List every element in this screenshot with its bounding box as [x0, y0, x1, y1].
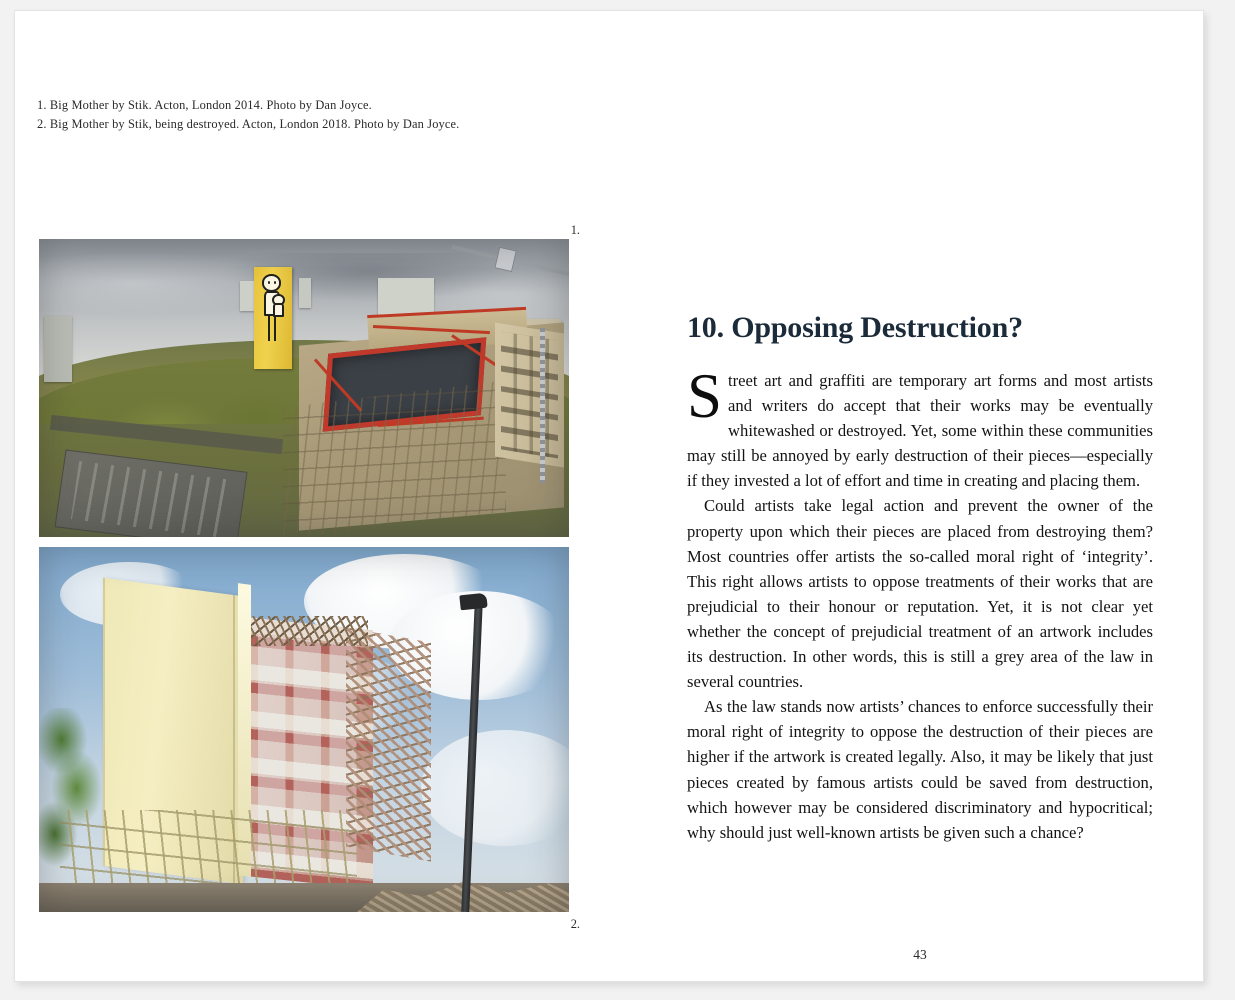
- body-paragraph: Street art and graffiti are temporary art forms and most artists and writers do accept that their works may be eventually whitewashed or destroyed. Yet, some within these communities may still be annoyed by early destruction of their pieces—especially if they invested a lot of effort and time in creating and placing them.: [687, 361, 1153, 491]
- page-number: 43: [913, 947, 927, 962]
- article-column: [687, 311, 1153, 845]
- roof-debris: [251, 616, 368, 645]
- body-paragraph: As the law stands now artists’ chances to enforce successfully their moral right of integrity to oppose the destruction of their pieces are higher if the artwork is created legally. Also, it may be likely that just pieces created by famous artists could be saved from destruction, which however may be considered discriminatory and hypocritical; why should just well-known artists be given such a chance?: [687, 697, 1153, 842]
- mural-tower-block: [254, 267, 293, 368]
- body-paragraph: Could artists take legal action and prevent the owner of the property upon which their pieces are placed from destroying them? Most countries offer artists the so-called moral right of ‘integrity’. This right allows artists to oppose treatments of their works that are prejudicial to their honour or reputation. Yet, it is not clear yet whether the concept of prejudicial treatment of an artwork includes its destruction. In other words, this is still a grey area of the law in several countries.: [687, 496, 1153, 692]
- figure-2-photo: [39, 547, 569, 912]
- collapsing-edge-debris: [346, 627, 431, 861]
- stik-mother-leg: [268, 315, 270, 341]
- stik-mother-leg: [274, 315, 276, 341]
- figure-caption-block: [37, 96, 657, 134]
- figure-2-index: 2.: [570, 917, 580, 931]
- tower-crane-mast: [540, 328, 545, 483]
- figure-caption-2: 2. Big Mother by Stik, being destroyed. Acton, London 2018. Photo by Dan Joyce.: [37, 117, 460, 131]
- chapter-title: 10. Opposing Destruction?: [687, 311, 1023, 344]
- figure-1-photo: [39, 239, 569, 537]
- background-tower-block: [44, 316, 72, 382]
- new-apartment-block: [495, 323, 564, 468]
- stik-mother-head-icon: [262, 274, 281, 291]
- figure-column: [39, 221, 584, 933]
- figure-1-index: 1.: [570, 223, 580, 237]
- background-building: [240, 281, 254, 311]
- scaffolding-grid: [283, 380, 506, 537]
- figure-caption-1: 1. Big Mother by Stik. Acton, London 2014. Photo by Dan Joyce.: [37, 98, 372, 112]
- background-building: [299, 278, 312, 308]
- document-page: [14, 10, 1204, 982]
